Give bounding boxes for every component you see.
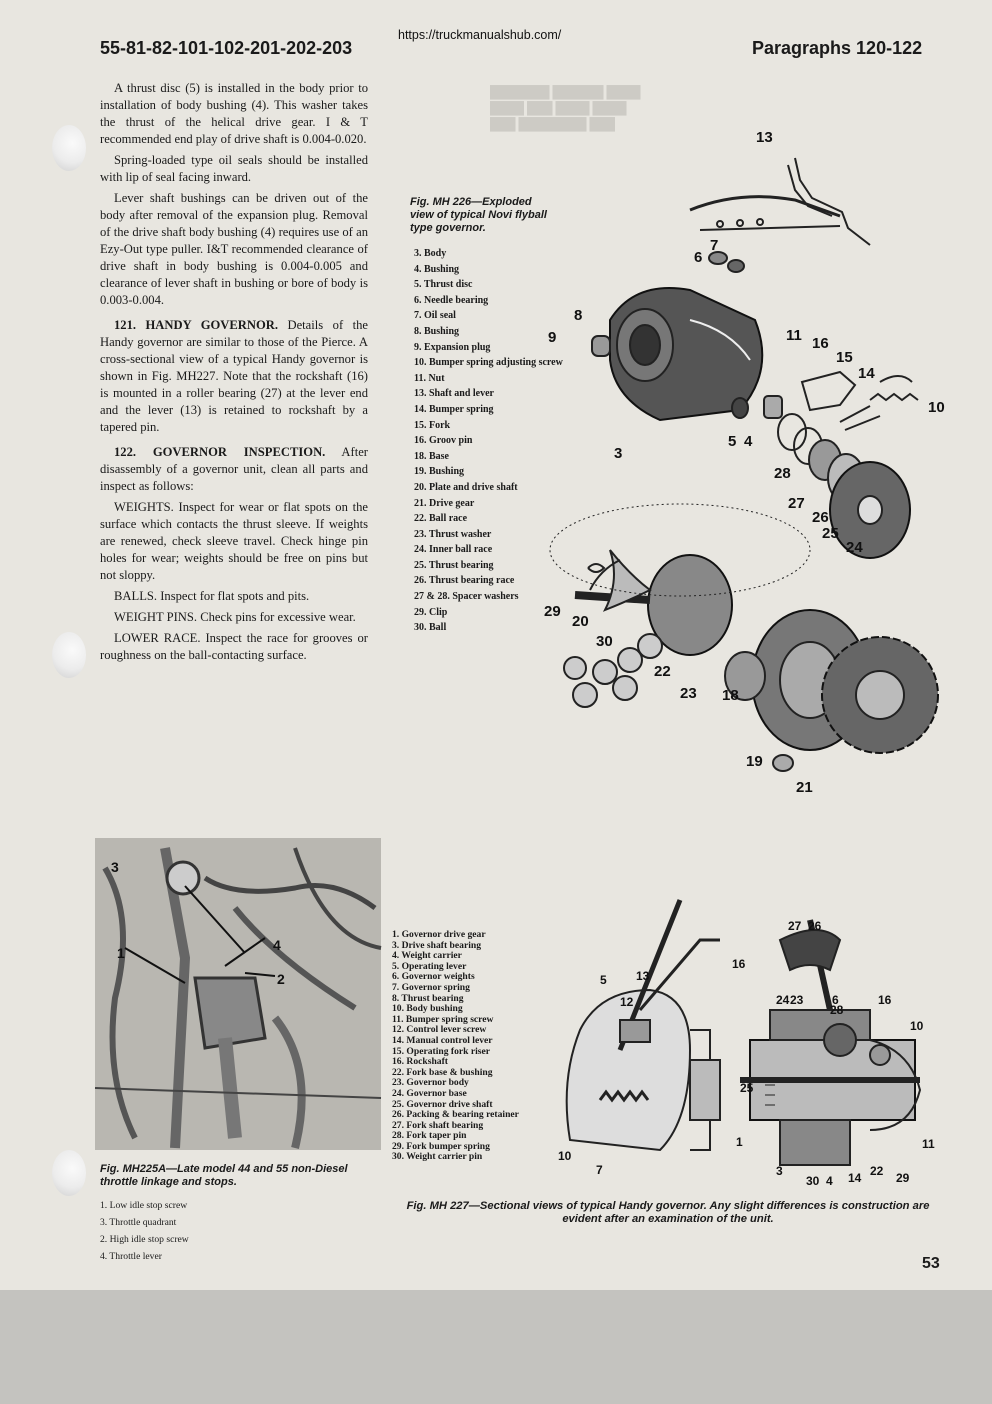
fig226-legend-item: 25. Thrust bearing — [414, 559, 494, 571]
race-title: LOWER RACE. — [114, 631, 201, 645]
fig227-legend-item: 3. Drive shaft bearing — [392, 939, 481, 951]
fig226-legend-item: 8. Bushing — [414, 325, 460, 337]
binder-hole-middle — [52, 632, 86, 678]
fig227-callout: 16 — [878, 993, 892, 1007]
fig226-legend-item: 27 & 28. Spacer washers — [414, 591, 519, 603]
fig227-legend-item: 12. Control lever screw — [392, 1024, 487, 1036]
fig226-legend-item: 23. Thrust washer — [414, 528, 492, 540]
fig226-legend-item: 26. Thrust bearing race — [414, 575, 515, 587]
paragraph-lever-bushings: Lever shaft bushings can be driven out of the body after removal of the expansion plug. Removal of the drive shaft body bushing (4) requires use of an Ezy-Out type puller. I&T recommended clearance of drive shaft in body bushing is 0.004-0.005 and clearance of lever shaft in bushing or bore of body is 0.003-0.004. — [100, 191, 368, 307]
paragraph-thrust-disc: A thrust disc (5) is installed in the body prior to installation of body bushing (4). This washer takes the thrust of the helical drive gear. I & T recommended end play of drive shaft is 0.004-0.020. — [100, 81, 368, 146]
fig226-callout: 18 — [722, 687, 739, 704]
fig226-callout: 22 — [654, 663, 671, 680]
weights-title: WEIGHTS. — [114, 500, 174, 514]
fig227-legend-item: 24. Governor base — [392, 1087, 467, 1099]
fig225a-callout: 1 — [117, 945, 125, 961]
fig226-callout: 11 — [786, 327, 802, 344]
binder-hole-top — [52, 125, 86, 171]
fig227-callout: 6 — [832, 993, 839, 1007]
item-lower-race — [100, 630, 368, 664]
item-weight-pins — [100, 609, 368, 626]
fig227-callout: 10 — [558, 1149, 572, 1163]
fig226-callout: 25 — [822, 525, 839, 542]
fig226-legend — [414, 246, 563, 636]
item-weights — [100, 499, 368, 584]
fig226-callout: 16 — [812, 335, 829, 352]
pins-text: Check pins for excessive wear. — [200, 610, 356, 624]
fig227-legend-item: 8. Thrust bearing — [392, 992, 464, 1004]
fig226-callout: 10 — [928, 399, 945, 416]
fig227-callout: 23 — [790, 993, 804, 1007]
fig227-legend-item: 1. Governor drive gear — [392, 929, 486, 940]
fig227-legend-item: 23. Governor body — [392, 1077, 469, 1089]
fig225a-photo — [95, 838, 381, 1150]
fig227-callout: 13 — [636, 969, 650, 983]
fig226-callout: 3 — [614, 445, 623, 462]
fig226-callout: 29 — [544, 603, 561, 620]
fig225a-callout: 3 — [111, 859, 119, 875]
header-paragraphs: Paragraphs 120-122 — [752, 38, 923, 58]
fig226-legend-item: 9. Expansion plug — [414, 341, 491, 353]
fig225a-callout: 2 — [277, 971, 285, 987]
fig227-callout: 7 — [596, 1163, 603, 1177]
fig227-legend-item: 25. Governor drive shaft — [392, 1098, 493, 1110]
fig226-legend-item: 13. Shaft and lever — [414, 388, 494, 400]
bleed-through-text: ███████ ██████ ████ ████ ███ ████ ████ ███ ████████ ███ — [490, 85, 641, 131]
fig227-callout: 10 — [910, 1019, 924, 1033]
fig227-callout: 28 — [830, 1003, 844, 1017]
fig225a-legend — [100, 1197, 380, 1265]
fig227-legend-item: 29. Fork bumper spring — [392, 1140, 490, 1152]
binder-hole-bottom — [52, 1150, 86, 1196]
fig225a-callout: 4 — [273, 937, 281, 953]
fig227-callout: 16 — [732, 957, 746, 971]
pins-title: WEIGHT PINS. — [114, 610, 198, 624]
fig226-caption: Fig. MH 226—Exploded view of typical Novi flyball type governor. — [410, 196, 547, 234]
fig226-callout: 30 — [596, 633, 613, 650]
fig227-callout: 11 — [922, 1137, 935, 1151]
fig225a-legend-item2: 2. High idle stop screw — [100, 1234, 189, 1245]
fig227-callout: 5 — [600, 973, 607, 987]
fig227-legend-item: 10. Body bushing — [392, 1003, 463, 1015]
fig226-legend-item: 11. Nut — [414, 372, 445, 384]
fig226-legend-item: 24. Inner ball race — [414, 544, 493, 556]
fig225a-legend-item4: 4. Throttle lever — [100, 1251, 162, 1262]
section-122 — [100, 444, 368, 495]
item-balls — [100, 588, 368, 605]
weights-text: Inspect for wear or flat spots on the surface which contacts the thrust sleeve. If weights are renewed, check sleeve travel. Check hinge pin holes for wear; weights should be free on pins but not sloppy. — [100, 500, 368, 582]
fig226-callout: 9 — [548, 329, 557, 346]
fig226-callout: 20 — [572, 613, 589, 630]
fig226-callout: 21 — [796, 779, 813, 796]
fig226-callout: 28 — [774, 465, 791, 482]
fig225a-legend-item3: 3. Throttle quadrant — [100, 1217, 177, 1228]
fig225a-caption: Fig. MH225A—Late model 44 and 55 non-Diesel throttle linkage and stops. — [100, 1163, 348, 1188]
fig227-callout: 12 — [620, 995, 634, 1009]
fig226-legend-item: 22. Ball race — [414, 513, 468, 525]
fig227-legend-item: 28. Fork taper pin — [392, 1130, 467, 1142]
fig226-callout: 15 — [836, 349, 853, 366]
fig226-exploded-diagram — [540, 120, 950, 810]
header-model-numbers: 55-81-82-101-102-201-202-203 — [100, 38, 353, 58]
fig227-callout: 4 — [826, 1174, 833, 1188]
fig227-callout: 14 — [848, 1171, 862, 1185]
fig225a-legend-row1 — [100, 1197, 380, 1231]
fig227-legend-item: 6. Governor weights — [392, 971, 475, 983]
section-121-text: Details of the Handy governor are similar to those of the Pierce. A cross-sectional view of a typical Handy governor is shown in Fig. MH227. Note that the rockshaft (16) is mounted in a roller bearing (27) at the lever end and the lever (13) is retained to rockshaft by a tapered pin. — [100, 318, 368, 434]
fig226-callout: 6 — [694, 249, 703, 266]
fig227-legend-item: 14. Manual control lever — [392, 1034, 493, 1046]
fig226-callout: 7 — [710, 237, 719, 254]
fig226-legend-item: 16. Groov pin — [414, 435, 473, 447]
fig227-legend-item: 22. Fork base & bushing — [392, 1066, 493, 1078]
fig227-legend-item: 27. Fork shaft bearing — [392, 1119, 484, 1131]
fig227-caption: Fig. MH 227—Sectional views of typical Handy governor. Any slight differences is construction are evident after an examination of the unit. — [406, 1200, 930, 1225]
fig226-legend-item: 15. Fork — [414, 419, 451, 431]
left-text-column — [100, 80, 368, 668]
fig226-legend-item: 20. Plate and drive shaft — [414, 481, 518, 493]
fig226-legend-item: 14. Bumper spring — [414, 403, 494, 415]
fig226-legend-item: 7. Oil seal — [414, 310, 456, 322]
fig227-legend-item: 26. Packing & bearing retainer — [392, 1109, 519, 1121]
fig226-legend-item: 21. Drive gear — [414, 497, 475, 509]
section-122-title: 122. GOVERNOR INSPECTION. — [114, 445, 326, 459]
fig227-legend — [392, 930, 562, 1163]
fig227-callout: 29 — [896, 1171, 910, 1185]
fig226-callout: 23 — [680, 685, 697, 702]
fig227-legend-item: 11. Bumper spring screw — [392, 1013, 494, 1025]
fig226-legend-item: 3. Body — [414, 248, 447, 259]
fig227-legend-item: 7. Governor spring — [392, 981, 470, 993]
fig226-legend-item: 18. Base — [414, 450, 449, 462]
fig226-legend-item: 10. Bumper spring adjusting screw — [414, 357, 563, 369]
source-url[interactable]: https://truckmanualshub.com/ — [398, 28, 562, 42]
fig226-legend-item: 29. Clip — [414, 606, 448, 618]
fig225a-legend-item1: 1. Low idle stop screw — [100, 1200, 188, 1211]
fig227-legend-item: 4. Weight carrier — [392, 950, 462, 962]
fig227-callout: 30 — [806, 1174, 820, 1188]
fig226-legend-item: 6. Needle bearing — [414, 294, 489, 306]
race-text: Inspect the race for grooves or roughness on the ball-contacting surface. — [100, 631, 368, 662]
scan-bottom-shadow — [0, 1290, 992, 1404]
section-122-text: After disassembly of a governor unit, clean all parts and inspect as follows: — [100, 445, 368, 493]
fig226-legend-item: 30. Ball — [414, 622, 447, 634]
page-number: 53 — [922, 1255, 940, 1272]
fig227-legend-item: 30. Weight carrier pin — [392, 1151, 483, 1163]
fig226-callout: 13 — [756, 129, 773, 146]
fig227-callout: 22 — [870, 1164, 884, 1178]
fig226-callout: 14 — [858, 365, 875, 382]
fig227-legend-item: 15. Operating fork riser — [392, 1045, 491, 1057]
section-121-title: 121. HANDY GOVERNOR. — [114, 318, 279, 332]
fig226-legend-item: 19. Bushing — [414, 466, 465, 478]
fig227-legend-item: 5. Operating lever — [392, 960, 467, 972]
fig226-callout: 4 — [744, 433, 753, 450]
paragraph-oil-seals: Spring-loaded type oil seals should be installed with lip of seal facing inward. — [100, 153, 368, 184]
balls-title: BALLS. — [114, 589, 158, 603]
fig227-legend-item: 16. Rockshaft — [392, 1056, 448, 1068]
fig227-callout: 27 — [788, 919, 802, 933]
fig227-callout: 25 — [740, 1081, 754, 1095]
fig227-sectional-diagram — [540, 880, 950, 1188]
fig227-callout: 26 — [808, 919, 822, 933]
fig226-callout: 8 — [574, 307, 583, 324]
fig226-callout: 5 — [728, 433, 737, 450]
fig226-callout: 19 — [746, 753, 763, 770]
fig225a-legend-row2 — [100, 1231, 380, 1265]
fig226-legend-item: 5. Thrust disc — [414, 279, 473, 291]
fig227-callout: 24 — [776, 993, 790, 1007]
fig226-callout: 27 — [788, 495, 805, 512]
fig226-legend-item: 4. Bushing — [414, 263, 460, 275]
balls-text: Inspect for flat spots and pits. — [160, 589, 310, 603]
fig227-callout: 1 — [736, 1135, 743, 1149]
fig226-callout: 24 — [846, 539, 863, 556]
fig227-callout: 3 — [776, 1164, 783, 1178]
fig226-callout: 26 — [812, 509, 829, 526]
section-121 — [100, 317, 368, 436]
